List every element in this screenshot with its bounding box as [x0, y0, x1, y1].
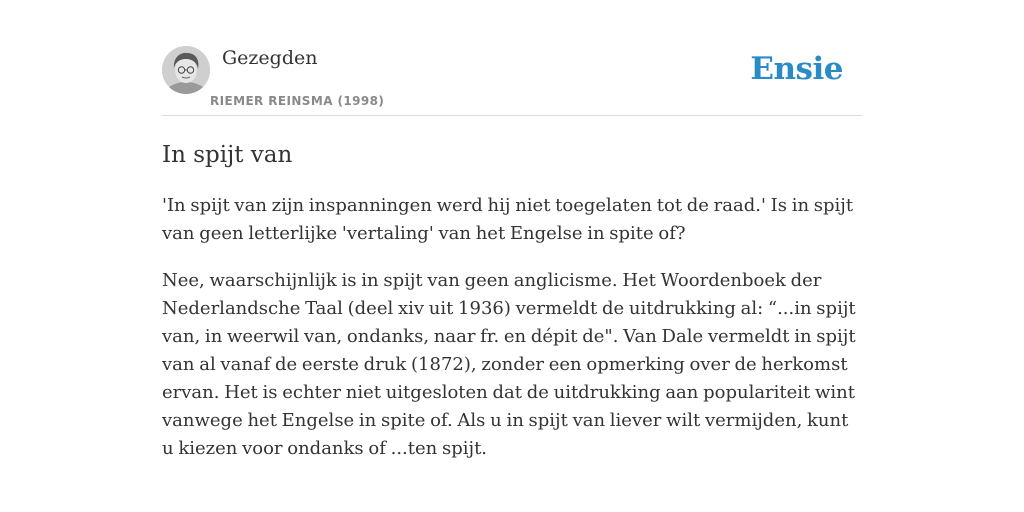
entry-paragraph: Nee, waarschijnlijk is in spijt van geen anglicisme. Het Woordenboek der Nederlandsche Taal (deel xiv uit 1936) vermeldt de uitdrukking al: “...in spijt van, in weerwil van, ondanks, naar fr. en dépit de". Van Dale vermeldt in spijt van al vanaf de eerste druk (1872), zonder een opmerking over de herkomst ervan. Het is echter niet uitgesloten dat de uitdrukking aan populariteit wint vanwege het Engelse in spite of. Als u in spijt van liever wilt vermijden, kunt u kiezen voor ondanks of ...ten spijt. — [162, 270, 856, 459]
brand-logo-link[interactable]: Ensie — [750, 51, 843, 87]
author-credit[interactable]: RIEMER REINSMA (1998) — [210, 94, 385, 108]
entry-header — [162, 46, 862, 116]
book-title[interactable]: Gezegden — [222, 47, 318, 69]
author-avatar[interactable] — [162, 46, 210, 94]
author-portrait-icon — [162, 46, 210, 94]
entry-title: In spijt van — [162, 142, 293, 168]
entry-paragraph: 'In spijt van zijn inspanningen werd hij niet toegelaten tot de raad.' Is in spijt van geen letterlijke 'vertaling' van het Engelse in spite of? — [162, 195, 854, 244]
entry-card — [162, 46, 862, 463]
